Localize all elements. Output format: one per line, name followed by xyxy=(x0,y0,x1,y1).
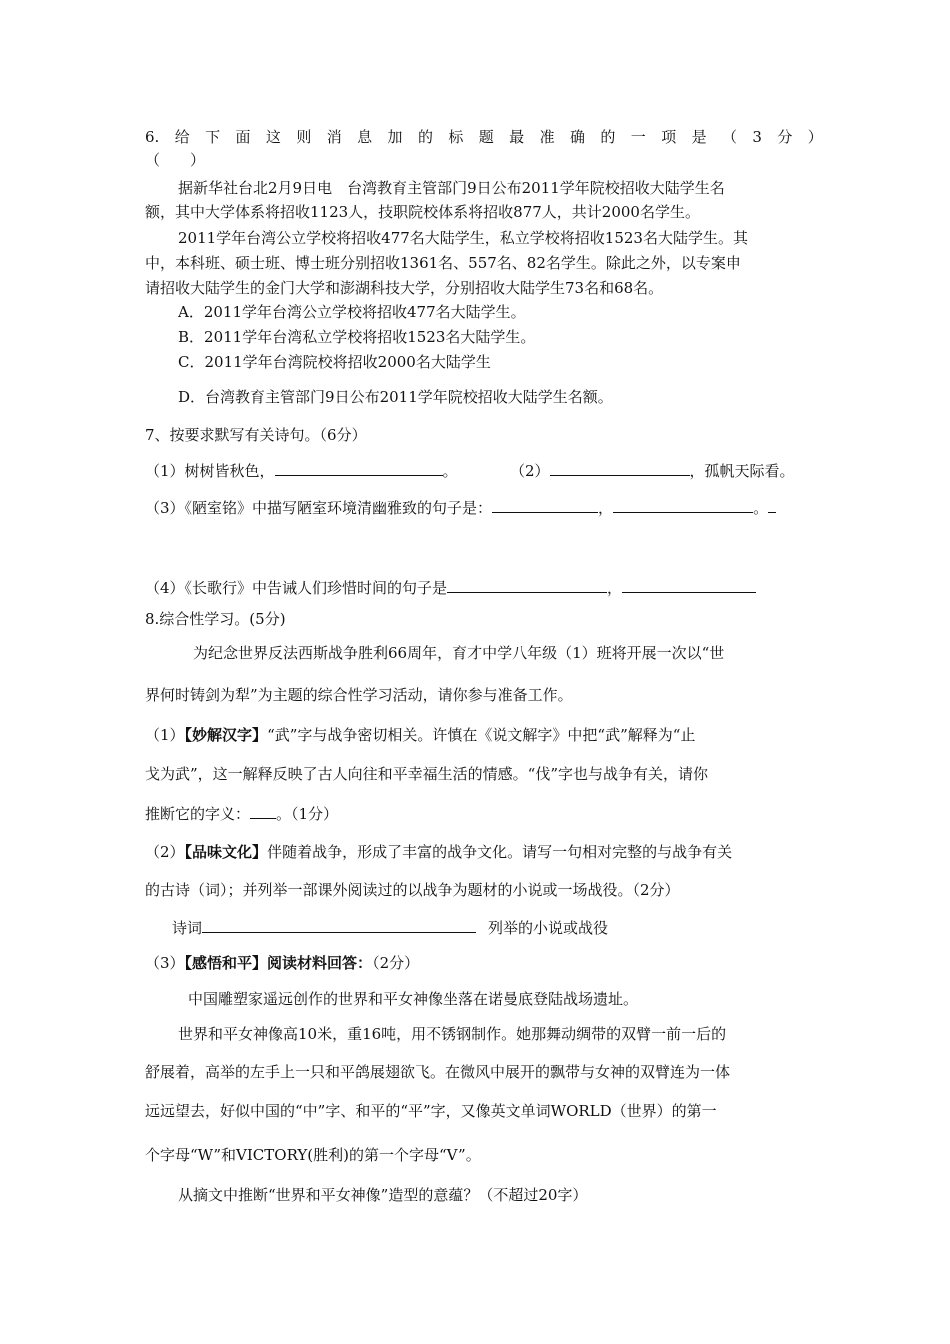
q8-sub1-line: 推断它的字义： 。（1分） xyxy=(145,805,339,823)
q8-sub2: （2）【品味文化】伴随着战争，形成了丰富的战争文化。请写一句相对完整的与战争有关 xyxy=(145,843,733,861)
q8-title: 8.综合性学习。(5分) xyxy=(145,610,286,628)
q6-option-d: D．台湾教育主管部门9日公布2011学年院校招收大陆学生名额。 xyxy=(178,388,613,406)
q8-material-line: 世界和平女神像高10米，重16吨，用不锈钢制作。她那舞动绸带的双臂一前一后的 xyxy=(178,1025,727,1043)
q8-sub2-line: 的古诗（词）；并列举一部课外阅读过的以战争为题材的小说或一场战役。（2分） xyxy=(145,881,680,899)
q7-item-1: （1）树树皆秋色， 。 xyxy=(145,462,458,480)
blank-line[interactable] xyxy=(447,577,607,593)
q8-sub3: （3）【感悟和平】阅读材料回答：（2分） xyxy=(145,954,420,972)
q6-passage-line: 请招收大陆学生的金门大学和澎湖科技大学，分别招收大陆学生73名和68名。 xyxy=(145,279,664,297)
q6-passage-line: 据新华社台北2月9日电 台湾教育主管部门9日公布2011学年院校招收大陆学生名 xyxy=(178,179,725,197)
blank-line[interactable] xyxy=(550,460,690,476)
q8-sub2-answer: 诗词 列举的小说或战役 xyxy=(172,919,609,937)
q8-material-line: 舒展着，高举的左手上一只和平鸽展翅欲飞。在微风中展开的飘带与女神的双臂连为一体 xyxy=(145,1063,731,1081)
q8-intro-line: 为纪念世界反法西斯战争胜利66周年，育才中学八年级（1）班将开展一次以“世 xyxy=(193,644,725,662)
q6-passage-line: 额，其中大学体系将招收1123人，技职院校体系将招收877人，共计2000名学生。 xyxy=(145,203,700,221)
q7-item-4: （4）《长歌行》中告诫人们珍惜时间的句子是 ， xyxy=(145,577,756,598)
q7-item-3: （3）《陋室铭》中描写陋室环境清幽雅致的句子是： ， 。 xyxy=(145,497,776,518)
blank-line[interactable] xyxy=(275,460,443,476)
q7-item-2: （2） ，孤帆天际看。 xyxy=(510,462,795,480)
q6-answer-paren: （ ） xyxy=(145,151,206,169)
blank-line[interactable] xyxy=(250,803,276,819)
q6-option-c: C．2011学年台湾院校将招收2000名大陆学生 xyxy=(178,353,491,371)
blank-line[interactable] xyxy=(613,497,753,513)
q8-question: 从摘文中推断“世界和平女神像”造型的意蕴？（不超过20字） xyxy=(178,1186,588,1204)
q8-sub1: （1）【妙解汉字】“武”字与战争密切相关。许慎在《说文解字》中把“武”解释为“止 xyxy=(145,726,696,744)
q8-material-line: 中国雕塑家遥远创作的世界和平女神像坐落在诺曼底登陆战场遗址。 xyxy=(188,990,639,1008)
section-tag: 【品味文化】 xyxy=(184,843,268,861)
q6-option-a: A．2011学年台湾公立学校将招收477名大陆学生。 xyxy=(178,303,526,321)
q6-passage-line: 中，本科班、硕士班、博士班分别招收1361名、557名、82名学生。除此之外，以专案申 xyxy=(145,254,741,272)
q7-title: 7、按要求默写有关诗句。（6分） xyxy=(145,426,367,444)
q6-title: 6. 给 下 面 这 则 消 息 加 的 标 题 最 准 确 的 一 项 是 （ 3 分 ） xyxy=(145,128,823,146)
q8-intro-line: 界何时铸剑为犁”为主题的综合性学习活动，请你参与准备工作。 xyxy=(145,686,573,704)
q6-passage-line: 2011学年台湾公立学校将招收477名大陆学生，私立学校将招收1523名大陆学生。其 xyxy=(178,229,748,247)
section-tag: 【感悟和平】阅读材料回答： xyxy=(184,954,373,972)
blank-line[interactable] xyxy=(202,917,476,933)
q8-sub1-line: 戈为武”，这一解释反映了古人向往和平幸福生活的情感。“伐”字也与战争有关，请你 xyxy=(145,765,709,783)
blank-line[interactable] xyxy=(622,577,756,593)
q8-material-line: 远远望去，好似中国的“中”字、和平的“平”字，又像英文单词WORLD（世界）的第一 xyxy=(145,1102,717,1120)
q6-option-b: B．2011学年台湾私立学校将招收1523名大陆学生。 xyxy=(178,328,536,346)
blank-line[interactable] xyxy=(492,497,598,513)
q8-material-line: 个字母“W”和VICTORY(胜利)的第一个字母“V”。 xyxy=(145,1146,481,1164)
section-tag: 【妙解汉字】 xyxy=(184,726,268,744)
